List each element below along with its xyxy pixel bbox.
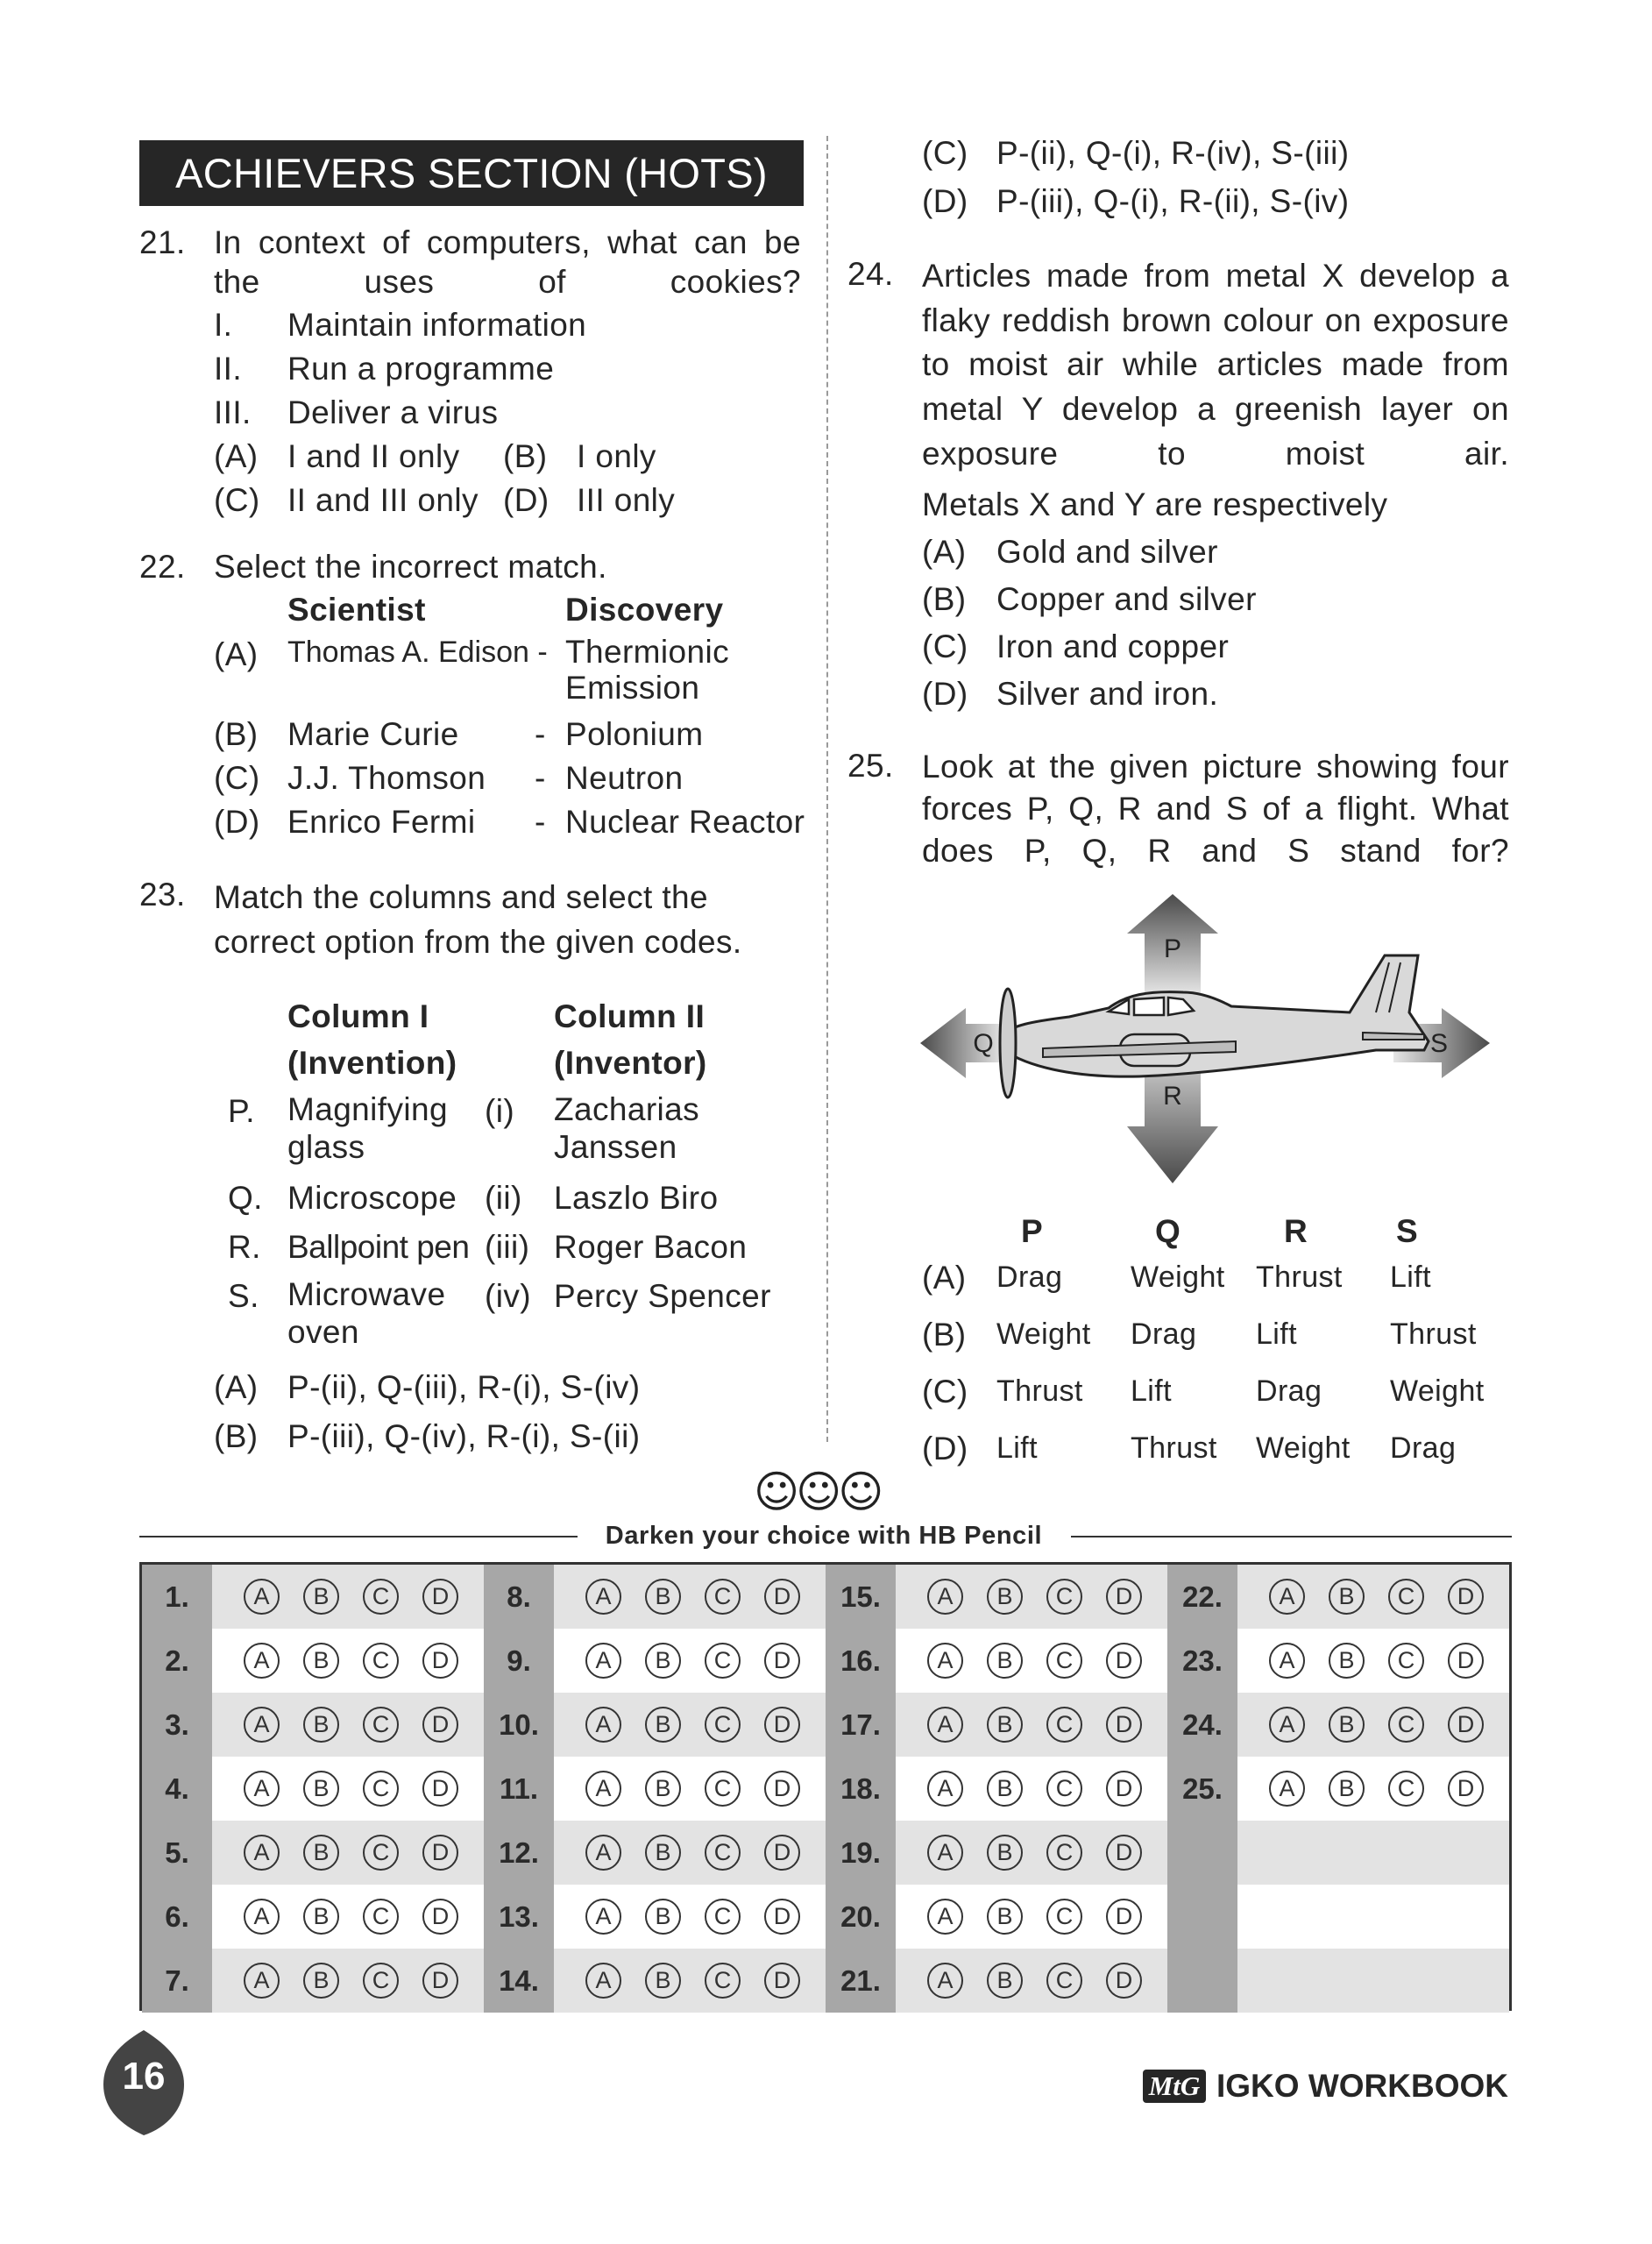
answer-bubble-d[interactable]: D <box>1106 1771 1142 1807</box>
answer-options <box>554 1629 826 1693</box>
q24-option-b-label: (B) <box>922 581 967 617</box>
answer-bubble-c[interactable]: C <box>363 1579 399 1615</box>
answer-bubble-c[interactable]: C <box>1046 1707 1082 1743</box>
answer-bubble-a[interactable]: A <box>1269 1579 1305 1615</box>
answer-bubble-c[interactable]: C <box>705 1771 741 1807</box>
answer-options <box>212 1757 484 1821</box>
answer-bubble-b[interactable]: B <box>645 1579 681 1615</box>
question-number-cell: 21. <box>826 1949 896 2013</box>
answer-bubble-d[interactable]: D <box>422 1899 458 1935</box>
question-number-cell: 7. <box>142 1949 212 2013</box>
q21-stem: In context of computers, what can be the uses of cookies? <box>214 224 801 301</box>
answer-bubble-c[interactable]: C <box>1388 1579 1424 1615</box>
answer-options <box>554 1757 826 1821</box>
answer-bubble-a[interactable]: A <box>244 1579 280 1615</box>
answer-options <box>554 1949 826 2013</box>
answer-bubble-d[interactable]: D <box>1448 1707 1484 1743</box>
question-number-cell: 23. <box>1167 1629 1237 1693</box>
answer-sheet-row <box>142 1821 1509 1885</box>
answer-bubble-a[interactable]: A <box>244 1643 280 1679</box>
q22-d-discovery: Nuclear Reactor <box>565 804 805 840</box>
q25-row-d-p: Lift <box>996 1431 1038 1465</box>
question-number-cell: 13. <box>484 1885 554 1949</box>
answer-sheet-row <box>142 1949 1509 2013</box>
q23-col1-title: Column I <box>287 998 429 1034</box>
answer-sheet <box>139 1562 1512 2011</box>
q24-option-c: Iron and copper <box>996 628 1230 664</box>
q23-option-c-label: (C) <box>922 135 968 171</box>
q23-row-s-key: S. <box>228 1278 259 1314</box>
answer-bubble-a[interactable]: A <box>244 1899 280 1935</box>
q25-number: 25. <box>847 748 894 784</box>
q21-item-2-roman: II. <box>214 351 243 387</box>
answer-bubble-c[interactable]: C <box>1046 1899 1082 1935</box>
answer-bubble-b[interactable]: B <box>303 1643 339 1679</box>
answer-bubble-b[interactable]: B <box>645 1707 681 1743</box>
question-number-cell: 1. <box>142 1565 212 1629</box>
q25-row-b-r: Lift <box>1256 1317 1297 1351</box>
answer-bubble-c[interactable]: C <box>705 1963 741 1999</box>
q21-number: 21. <box>139 224 186 260</box>
answer-options <box>896 1565 1167 1629</box>
answer-bubble-b[interactable]: B <box>303 1771 339 1807</box>
q23-row-s-roman: (iv) <box>485 1278 531 1314</box>
answer-bubble-b[interactable]: B <box>303 1899 339 1935</box>
answer-bubble-a[interactable]: A <box>585 1707 621 1743</box>
answer-options <box>896 1885 1167 1949</box>
propeller <box>1000 989 1016 1097</box>
q23-option-c: P-(ii), Q-(i), R-(iv), S-(iii) <box>996 135 1350 171</box>
label-r: R <box>1163 1082 1182 1111</box>
answer-bubble-c[interactable]: C <box>1046 1643 1082 1679</box>
label-q: Q <box>973 1029 994 1058</box>
answer-options <box>896 1629 1167 1693</box>
answer-bubble-d[interactable]: D <box>422 1707 458 1743</box>
answer-bubble-d[interactable]: D <box>764 1899 800 1935</box>
q22-d-dash: - <box>535 804 546 840</box>
q23-row-p-roman: (i) <box>485 1093 515 1129</box>
answer-bubble-b[interactable]: B <box>303 1835 339 1871</box>
q22-b-scientist: Marie Curie <box>287 716 459 752</box>
q25-row-c-r: Drag <box>1256 1374 1322 1408</box>
answer-bubble-b[interactable]: B <box>645 1963 681 1999</box>
q23-stem: Match the columns and select the correct option from the given codes. <box>214 879 742 961</box>
question-number-cell: 10. <box>484 1693 554 1757</box>
answer-bubble-a[interactable]: A <box>585 1835 621 1871</box>
answer-bubble-d[interactable]: D <box>1106 1963 1142 1999</box>
q22-a-label: (A) <box>214 636 259 672</box>
answer-bubble-b[interactable]: B <box>645 1643 681 1679</box>
q23-col2-title: Column II <box>554 998 705 1034</box>
q22-a-discovery: Thermionic Emission <box>565 634 729 706</box>
q23-row-r-invention: Ballpoint pen <box>287 1229 470 1265</box>
answer-sheet-title: Darken your choice with HB Pencil <box>605 1522 1043 1550</box>
q23-row-q-key: Q. <box>228 1180 263 1216</box>
answer-bubble-a[interactable]: A <box>927 1835 963 1871</box>
answer-options <box>212 1821 484 1885</box>
answer-bubble-c[interactable]: C <box>363 1835 399 1871</box>
q23-row-r-key: R. <box>228 1229 261 1265</box>
answer-bubble-c[interactable]: C <box>363 1707 399 1743</box>
answer-bubble-a[interactable]: A <box>585 1963 621 1999</box>
answer-bubble-c[interactable]: C <box>705 1643 741 1679</box>
question-number-cell: 17. <box>826 1693 896 1757</box>
answer-bubble-d[interactable]: D <box>422 1579 458 1615</box>
q25-stem: Look at the given picture showing four forces P, Q, R and S of a flight. What does P, Q, R and S stand for? <box>922 749 1509 870</box>
q25-header-q: Q <box>1155 1213 1181 1249</box>
q22-b-label: (B) <box>214 716 259 752</box>
answer-bubble-a[interactable]: A <box>585 1771 621 1807</box>
footer-title: IGKO WORKBOOK <box>1216 2068 1508 2104</box>
question-number-cell: 24. <box>1167 1693 1237 1757</box>
answer-bubble-d[interactable]: D <box>1106 1707 1142 1743</box>
section-header: ACHIEVERS SECTION (HOTS) <box>139 140 804 206</box>
q22-a-scientist: Thomas A. Edison - <box>287 636 548 669</box>
q23-row-p-inventor: Zacharias Janssen <box>554 1091 700 1165</box>
answer-bubble-b[interactable]: B <box>645 1771 681 1807</box>
column-divider <box>826 136 828 1442</box>
answer-bubble-c[interactable]: C <box>363 1963 399 1999</box>
answer-options <box>212 1693 484 1757</box>
q25-row-b-p: Weight <box>996 1317 1091 1351</box>
answer-bubble-c[interactable]: C <box>1046 1963 1082 1999</box>
answer-bubble-a[interactable]: A <box>1269 1707 1305 1743</box>
answer-bubble-a[interactable]: A <box>244 1835 280 1871</box>
q24-number: 24. <box>847 256 894 292</box>
smiley-icons: ☺☺☺ <box>754 1466 881 1517</box>
q22-b-discovery: Polonium <box>565 716 704 752</box>
answer-bubble-b[interactable]: B <box>987 1707 1023 1743</box>
q25-row-d-q: Thrust <box>1131 1431 1217 1465</box>
answer-bubble-a[interactable]: A <box>1269 1771 1305 1807</box>
question-number-cell: 6. <box>142 1885 212 1949</box>
q25-row-d-s: Drag <box>1390 1431 1457 1465</box>
answer-bubble-d[interactable]: D <box>1106 1643 1142 1679</box>
q24-option-d-label: (D) <box>922 676 968 712</box>
question-number-cell: 22. <box>1167 1565 1237 1629</box>
q25-row-b-label: (B) <box>922 1317 967 1353</box>
question-number-cell <box>1167 1821 1237 1885</box>
answer-bubble-c[interactable]: C <box>1046 1835 1082 1871</box>
question-number-cell: 9. <box>484 1629 554 1693</box>
answer-bubble-a[interactable]: A <box>244 1707 280 1743</box>
answer-bubble-b[interactable]: B <box>303 1963 339 1999</box>
answer-bubble-b[interactable]: B <box>1329 1579 1365 1615</box>
question-number-cell: 16. <box>826 1629 896 1693</box>
answer-sheet-row <box>142 1565 1509 1629</box>
q24-stem-2: Metals X and Y are respectively <box>922 486 1388 522</box>
question-number-cell: 20. <box>826 1885 896 1949</box>
label-p: P <box>1163 934 1182 963</box>
q21-item-1: Maintain information <box>287 307 587 343</box>
q21-option-c: II and III only <box>287 482 479 518</box>
answer-bubble-d[interactable]: D <box>1448 1579 1484 1615</box>
q25-row-a-label: (A) <box>922 1260 967 1296</box>
q21-option-c-label: (C) <box>214 482 260 518</box>
question-number-cell: 25. <box>1167 1757 1237 1821</box>
answer-bubble-a[interactable]: A <box>927 1707 963 1743</box>
answer-bubble-b[interactable]: B <box>1329 1771 1365 1807</box>
answer-options <box>554 1693 826 1757</box>
answer-bubble-b[interactable]: B <box>645 1835 681 1871</box>
answer-bubble-c[interactable]: C <box>1388 1643 1424 1679</box>
answer-bubble-b[interactable]: B <box>645 1899 681 1935</box>
answer-bubble-d[interactable]: D <box>764 1707 800 1743</box>
answer-bubble-a[interactable]: A <box>244 1771 280 1807</box>
q25-row-c-s: Weight <box>1390 1374 1485 1408</box>
q23-row-q-invention: Microscope <box>287 1180 457 1216</box>
answer-bubble-c[interactable]: C <box>363 1643 399 1679</box>
answer-options <box>554 1821 826 1885</box>
page-number: 16 <box>122 2055 166 2098</box>
q25-row-a-r: Thrust <box>1256 1260 1343 1294</box>
q23-option-b-label: (B) <box>214 1418 259 1454</box>
question-number-cell: 5. <box>142 1821 212 1885</box>
question-number-cell: 4. <box>142 1757 212 1821</box>
answer-bubble-d[interactable]: D <box>1106 1579 1142 1615</box>
answer-bubble-b[interactable]: B <box>987 1835 1023 1871</box>
answer-options <box>554 1565 826 1629</box>
answer-options <box>896 1821 1167 1885</box>
answer-bubble-a[interactable]: A <box>927 1579 963 1615</box>
answer-bubble-d[interactable]: D <box>422 1643 458 1679</box>
q21-option-d: III only <box>577 482 676 518</box>
answer-options <box>896 1693 1167 1757</box>
answer-bubble-d[interactable]: D <box>764 1771 800 1807</box>
answer-bubble-b[interactable]: B <box>1329 1707 1365 1743</box>
q21-option-b-label: (B) <box>503 438 548 474</box>
q25-row-d-label: (D) <box>922 1431 968 1466</box>
q24-option-d: Silver and iron. <box>996 676 1219 712</box>
q22-col-discovery: Discovery <box>565 592 724 628</box>
question-number-cell: 18. <box>826 1757 896 1821</box>
label-s: S <box>1429 1029 1449 1058</box>
answer-bubble-b[interactable]: B <box>987 1963 1023 1999</box>
q22-col-scientist: Scientist <box>287 592 426 628</box>
q25-header-r: R <box>1284 1213 1308 1249</box>
question-number-cell <box>1167 1949 1237 2013</box>
airplane-forces-figure <box>920 894 1499 1192</box>
answer-options <box>212 1949 484 2013</box>
q21-item-3: Deliver a virus <box>287 394 499 430</box>
question-number-cell: 19. <box>826 1821 896 1885</box>
question-number-cell: 2. <box>142 1629 212 1693</box>
answer-sheet-row <box>142 1629 1509 1693</box>
q23-option-d-label: (D) <box>922 183 968 219</box>
publisher-logo: MtG <box>1143 2070 1206 2103</box>
q23-row-p-invention: Magnifying glass <box>287 1091 448 1165</box>
answer-bubble-d[interactable]: D <box>422 1835 458 1871</box>
q21-item-1-roman: I. <box>214 307 233 343</box>
q24-option-a: Gold and silver <box>996 534 1218 570</box>
answer-options <box>1237 1629 1509 1693</box>
q25-row-a-p: Drag <box>996 1260 1063 1294</box>
answer-bubble-a[interactable]: A <box>585 1899 621 1935</box>
answer-options <box>212 1629 484 1693</box>
answer-bubble-d[interactable]: D <box>764 1963 800 1999</box>
q23-option-b: P-(iii), Q-(iv), R-(i), S-(ii) <box>287 1418 641 1454</box>
q23-row-s-invention: Microwave oven <box>287 1276 446 1350</box>
answer-sheet-row <box>142 1693 1509 1757</box>
answer-bubble-a[interactable]: A <box>927 1643 963 1679</box>
answer-bubble-c[interactable]: C <box>705 1579 741 1615</box>
q25-row-a-q: Weight <box>1131 1260 1225 1294</box>
answer-sheet-row <box>142 1757 1509 1821</box>
answer-bubble-b[interactable]: B <box>987 1899 1023 1935</box>
q25-row-d-r: Weight <box>1256 1431 1351 1465</box>
answer-options <box>554 1885 826 1949</box>
answer-options <box>896 1949 1167 2013</box>
q21-option-a-label: (A) <box>214 438 259 474</box>
answer-bubble-d[interactable]: D <box>764 1643 800 1679</box>
question-number-cell: 3. <box>142 1693 212 1757</box>
answer-bubble-b[interactable]: B <box>987 1643 1023 1679</box>
q24-option-a-label: (A) <box>922 534 967 570</box>
airplane-body <box>1003 955 1429 1076</box>
answer-options <box>212 1565 484 1629</box>
answer-bubble-a[interactable]: A <box>244 1963 280 1999</box>
q21-option-b: I only <box>577 438 656 474</box>
answer-bubble-d[interactable]: D <box>422 1963 458 1999</box>
q22-c-dash: - <box>535 760 546 796</box>
answer-bubble-c[interactable]: C <box>1388 1771 1424 1807</box>
answer-bubble-c[interactable]: C <box>705 1899 741 1935</box>
answer-bubble-c[interactable]: C <box>363 1771 399 1807</box>
answer-sheet-row <box>142 1885 1509 1949</box>
answer-bubble-b[interactable]: B <box>303 1579 339 1615</box>
answer-bubble-a[interactable]: A <box>585 1579 621 1615</box>
q22-d-label: (D) <box>214 804 260 840</box>
answer-bubble-b[interactable]: B <box>987 1771 1023 1807</box>
answer-bubble-d[interactable]: D <box>764 1835 800 1871</box>
q25-row-a-s: Lift <box>1390 1260 1431 1294</box>
q24-stem: Articles made from metal X develop a flaky reddish brown colour on exposure to moist air while articles made from metal Y develop a greenish layer on exposure to moist air. <box>922 258 1509 472</box>
q23-row-r-inventor: Roger Bacon <box>554 1229 748 1265</box>
question-number-cell: 11. <box>484 1757 554 1821</box>
q23-row-r-roman: (iii) <box>485 1229 530 1265</box>
answer-bubble-d[interactable]: D <box>1448 1771 1484 1807</box>
answer-bubble-b[interactable]: B <box>303 1707 339 1743</box>
question-number-cell: 12. <box>484 1821 554 1885</box>
q22-b-dash: - <box>535 716 546 752</box>
q22-c-scientist: J.J. Thomson <box>287 760 486 796</box>
q22-c-discovery: Neutron <box>565 760 684 796</box>
q22-stem: Select the incorrect match. <box>214 549 607 585</box>
q21-option-d-label: (D) <box>503 482 549 518</box>
q24-option-b: Copper and silver <box>996 581 1257 617</box>
answer-bubble-c[interactable]: C <box>1388 1707 1424 1743</box>
q24-option-c-label: (C) <box>922 628 968 664</box>
q23-option-a: P-(ii), Q-(iii), R-(i), S-(iv) <box>287 1369 641 1405</box>
answer-bubble-d[interactable]: D <box>1106 1835 1142 1871</box>
answer-options <box>212 1885 484 1949</box>
answer-options <box>1237 1693 1509 1757</box>
question-number-cell: 8. <box>484 1565 554 1629</box>
answer-bubble-a[interactable]: A <box>927 1771 963 1807</box>
q21-item-2: Run a programme <box>287 351 555 387</box>
q22-c-label: (C) <box>214 760 260 796</box>
question-number-cell <box>1167 1885 1237 1949</box>
sheet-rule-right <box>1071 1536 1512 1537</box>
q25-header-p: P <box>1021 1213 1044 1249</box>
q25-row-c-p: Thrust <box>996 1374 1083 1408</box>
q25-row-b-s: Thrust <box>1390 1317 1477 1351</box>
q22-d-scientist: Enrico Fermi <box>287 804 476 840</box>
answer-options <box>1237 1565 1509 1629</box>
answer-bubble-a[interactable]: A <box>1269 1643 1305 1679</box>
q23-col2-sub: (Inventor) <box>554 1045 707 1081</box>
q25-row-b-q: Drag <box>1131 1317 1197 1351</box>
answer-bubble-c[interactable]: C <box>1046 1771 1082 1807</box>
q23-col1-sub: (Invention) <box>287 1045 457 1081</box>
answer-bubble-b[interactable]: B <box>987 1579 1023 1615</box>
q23-option-d: P-(iii), Q-(i), R-(ii), S-(iv) <box>996 183 1350 219</box>
q23-number: 23. <box>139 877 186 913</box>
q23-row-s-inventor: Percy Spencer <box>554 1278 771 1314</box>
answer-bubble-c[interactable]: C <box>705 1835 741 1871</box>
q23-row-q-roman: (ii) <box>485 1180 522 1216</box>
question-number-cell: 15. <box>826 1565 896 1629</box>
q21-item-3-roman: III. <box>214 394 252 430</box>
answer-bubble-c[interactable]: C <box>363 1899 399 1935</box>
answer-bubble-b[interactable]: B <box>1329 1643 1365 1679</box>
answer-bubble-c[interactable]: C <box>1046 1579 1082 1615</box>
answer-options <box>1237 1757 1509 1821</box>
answer-bubble-a[interactable]: A <box>927 1963 963 1999</box>
answer-options <box>896 1757 1167 1821</box>
answer-bubble-d[interactable]: D <box>1448 1643 1484 1679</box>
sheet-rule-left <box>139 1536 578 1537</box>
q23-option-a-label: (A) <box>214 1369 259 1405</box>
answer-bubble-d[interactable]: D <box>1106 1899 1142 1935</box>
q23-row-q-inventor: Laszlo Biro <box>554 1180 719 1216</box>
answer-bubble-d[interactable]: D <box>764 1579 800 1615</box>
q25-header-s: S <box>1396 1213 1419 1249</box>
q21-option-a: I and II only <box>287 438 460 474</box>
q25-row-c-q: Lift <box>1131 1374 1172 1408</box>
q25-row-c-label: (C) <box>922 1374 968 1410</box>
answer-bubble-a[interactable]: A <box>927 1899 963 1935</box>
q22-number: 22. <box>139 549 186 585</box>
question-number-cell: 14. <box>484 1949 554 2013</box>
q23-row-p-key: P. <box>228 1093 255 1129</box>
answer-bubble-a[interactable]: A <box>585 1643 621 1679</box>
answer-bubble-c[interactable]: C <box>705 1707 741 1743</box>
answer-bubble-d[interactable]: D <box>422 1771 458 1807</box>
